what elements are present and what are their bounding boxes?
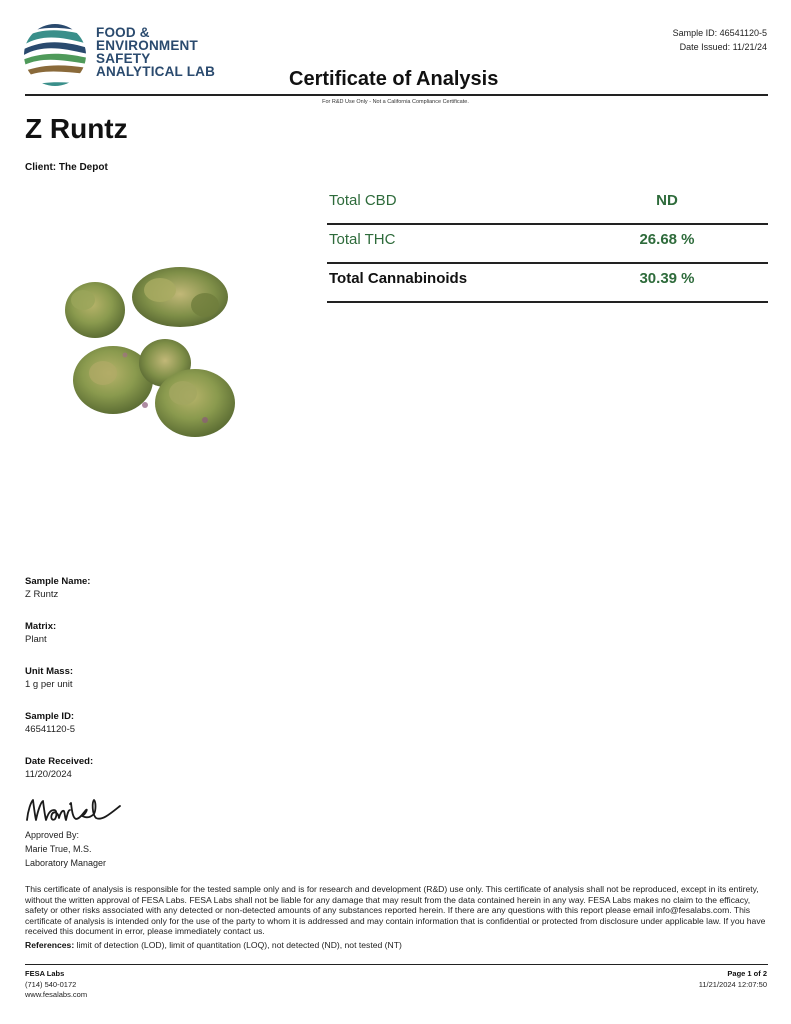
client-name: Client: The Depot bbox=[25, 162, 108, 173]
approved-by-label: Approved By: bbox=[25, 830, 80, 840]
header-meta bbox=[673, 26, 767, 54]
date-received-value: 11/20/2024 bbox=[25, 769, 72, 780]
page-number: Page 1 of 2 bbox=[727, 969, 767, 978]
sample-id-label: Sample ID: bbox=[25, 711, 75, 722]
header-sample-id: Sample ID: 46541120-5 bbox=[672, 28, 767, 38]
potency-value: 30.39 % bbox=[639, 270, 695, 287]
sample-name-value: Z Runtz bbox=[25, 589, 59, 600]
references-label: References: bbox=[25, 940, 75, 950]
potency-label: Total Cannabinoids bbox=[329, 270, 468, 287]
handwritten-signature-icon bbox=[24, 792, 124, 826]
potency-summary bbox=[327, 186, 768, 303]
lab-name bbox=[96, 26, 215, 78]
lab-name-line: FOOD & bbox=[96, 25, 150, 40]
disclaimer-text: This certificate of analysis is responsible for the tested sample only and is for research and development (R&D) use only. This certificate of analysis shall not be reproduced, except in its entirety, without the written approval of FESA Labs. FESA Labs shall not be liable for any damage that may result from the data contained herein in any way. FESA Labs makes no claim to the efficacy, safety or other risks associated with any detected or non-detected amounts of any substances reported herein. If there are any questions with this report please email info@fesalabs.com. This certificate of analysis is intended only for the use of the party to whom it is addressed and may contain information that is confidential or protected from disclosure under applicable law. If you have received this document in error, please immediately contact us. bbox=[25, 884, 766, 937]
potency-row-total bbox=[327, 264, 768, 303]
product-name: Z Runtz bbox=[25, 113, 128, 144]
page-title: Certificate of Analysis bbox=[289, 68, 499, 90]
footer-contact bbox=[25, 969, 87, 1001]
potency-label: Total THC bbox=[329, 231, 396, 248]
sample-id-value: 46541120-5 bbox=[25, 724, 76, 735]
unit-mass-value: 1 g per unit bbox=[25, 679, 73, 690]
lab-logo-icon bbox=[22, 22, 92, 92]
footer-page-info bbox=[699, 969, 767, 990]
matrix-value: Plant bbox=[25, 634, 47, 645]
signature bbox=[24, 792, 124, 826]
footer-website: www.fesalabs.com bbox=[25, 990, 88, 999]
sample-name-label: Sample Name: bbox=[25, 576, 91, 587]
cannabis-buds-image bbox=[55, 255, 270, 455]
potency-label: Total CBD bbox=[329, 192, 397, 209]
lab-name-line: SAFETY bbox=[96, 51, 151, 66]
footer-phone: (714) 540-0172 bbox=[25, 979, 77, 989]
footer-timestamp: 11/21/2024 12:07:50 bbox=[698, 979, 767, 989]
sample-info bbox=[25, 575, 325, 800]
lab-name-line: ANALYTICAL LAB bbox=[96, 64, 216, 79]
references bbox=[25, 940, 767, 950]
lab-name-line: ENVIRONMENT bbox=[96, 38, 198, 53]
unit-mass-label: Unit Mass: bbox=[25, 666, 74, 677]
potency-row-cbd bbox=[327, 186, 768, 225]
footer-company: FESA Labs bbox=[25, 969, 65, 978]
matrix-label: Matrix: bbox=[25, 621, 57, 632]
references-text: limit of detection (LOD), limit of quantitation (LOQ), not detected (ND), not tested (NT) bbox=[74, 940, 402, 950]
approval-block bbox=[25, 828, 106, 870]
potency-row-thc bbox=[327, 225, 768, 264]
approver-title: Laboratory Manager bbox=[25, 858, 107, 868]
footer-divider bbox=[25, 964, 768, 965]
potency-value: ND bbox=[656, 192, 678, 209]
product-photo bbox=[55, 255, 270, 455]
potency-value: 26.68 % bbox=[639, 231, 695, 248]
approver-name: Marie True, M.S. bbox=[25, 844, 92, 854]
lab-logo bbox=[22, 22, 222, 92]
header-divider bbox=[25, 94, 768, 96]
rd-use-note: For R&D Use Only - Not a California Compliance Certificate. bbox=[322, 99, 469, 105]
header-date-issued: Date Issued: 11/21/24 bbox=[679, 42, 767, 52]
date-received-label: Date Received: bbox=[25, 756, 94, 767]
